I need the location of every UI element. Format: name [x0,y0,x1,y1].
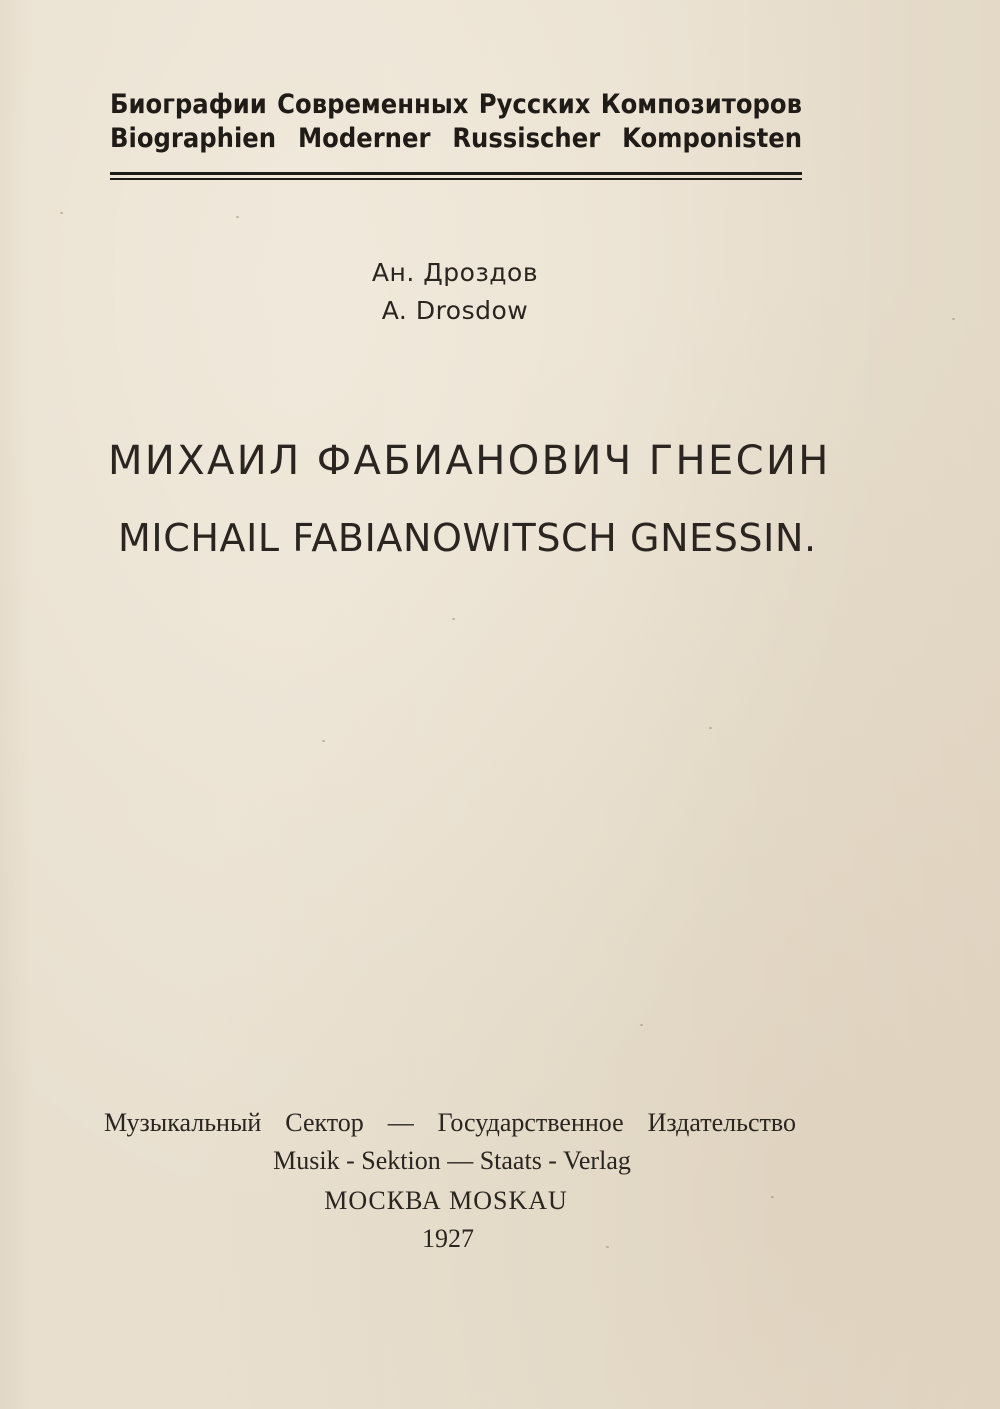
author-name-ru: Ан. Дроздов [371,258,539,287]
publisher-de: Musik - Sektion — Staats - Verlag [273,1146,631,1175]
paper-speck [640,1024,643,1026]
publisher-ru: Музыкальный Сектор — Государственное Издательство [104,1108,796,1137]
header-rule [110,172,802,175]
paper-speck [322,740,325,742]
author-name-de: A. Drosdow [381,296,529,325]
publication-year: 1927 [422,1224,474,1253]
paper-speck [60,212,63,214]
series-title-ru: Биографии Современных Русских Композиторов [110,89,802,120]
book-title-de: MICHAIL FABIANOWITSCH GNESSIN. [118,516,817,560]
book-title-ru: МИХАИЛ ФАБИАНОВИЧ ГНЕСИН [108,438,831,484]
header-rule-lower [110,178,802,180]
paper-speck [452,618,455,620]
series-header [110,88,802,156]
publication-city: МОСКВА MOSKAU [324,1186,568,1215]
paper-speck [236,216,239,218]
series-title-de: Biographien Moderner Russischer Komponisten [110,123,802,154]
paper-speck [709,727,712,729]
paper-speck [952,318,955,320]
